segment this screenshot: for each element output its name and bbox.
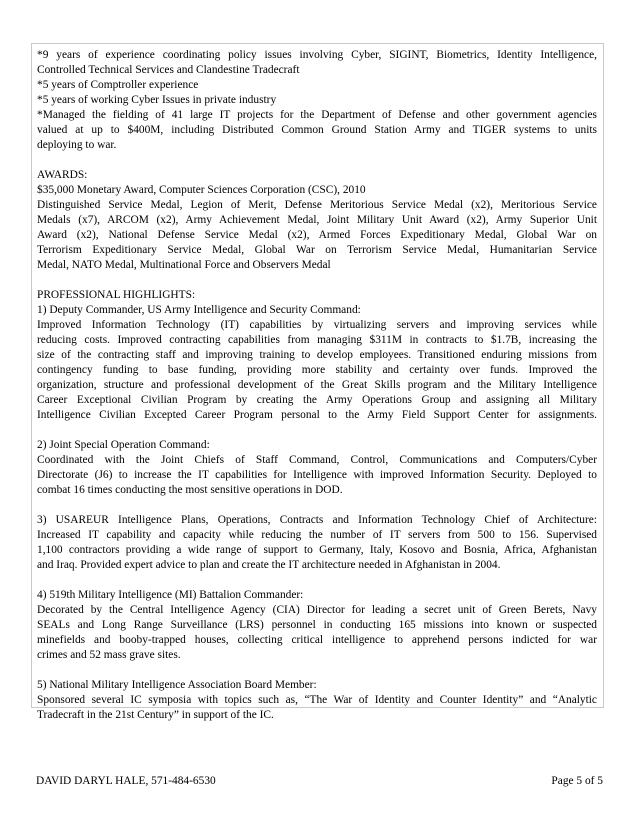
- text-line: Decorated by the Central Intelligence Agency (CIA) Director for leading a secret unit of Green Berets, Navy: [37, 604, 597, 616]
- text-line: *5 years of working Cyber Issues in private industry: [37, 94, 277, 106]
- paragraph-spacer: [37, 153, 597, 168]
- text-line: combat 16 times conducting the most sensitive operations in DOD.: [37, 484, 343, 496]
- text-line: 4) 519th Military Intelligence (MI) Battalion Commander:: [37, 589, 304, 601]
- text-line: and Iraq. Provided expert advice to plan and create the IT architecture needed in Afghanistan in 2004.: [37, 559, 501, 571]
- resume-content-box: [31, 43, 604, 721]
- text-line: 1,100 contractors providing a wide range of support to Germany, Italy, Kosovo and Bosnia, Africa, Afghanistan: [37, 544, 597, 556]
- text-line: Intelligence Civilian Excepted Career Program personal to the Army Field Support Center for assignments.: [37, 409, 597, 421]
- text-line: *5 years of Comptroller experience: [37, 79, 199, 91]
- paragraph-block: [37, 48, 597, 153]
- text-line: Sponsored several IC symposia with topics such as, “The War of Identity and Counter Identity” and “Analytic: [37, 694, 597, 706]
- text-line: Improved Information Technology (IT) capabilities by virtualizing servers and improving services while: [37, 319, 597, 331]
- paragraph-spacer: [37, 573, 597, 588]
- text-line: organization, structure and professional development of the Great Skills program and the Military Intelligence: [37, 379, 597, 391]
- text-line: Tradecraft in the 21st Century” in support of the IC.: [37, 709, 274, 721]
- paragraph-block: [37, 438, 597, 498]
- paragraph-block: [37, 513, 597, 573]
- paragraph-block: [37, 288, 597, 423]
- text-line: reducing costs. Improved contracting capabilities from managing $311M in contracts to $1.7B, increasing the: [37, 334, 597, 346]
- text-line: AWARDS:: [37, 169, 88, 181]
- text-line: Increased IT capability and capacity while reducing the number of IT servers from 500 to 156. Supervised: [37, 529, 597, 541]
- paragraph-spacer: [37, 663, 597, 678]
- text-line: *9 years of experience coordinating policy issues involving Cyber, SIGINT, Biometrics, Identity Intelligence,: [37, 49, 597, 61]
- text-line: Coordinated with the Joint Chiefs of Staff Command, Control, Communications and Computers/Cyber: [37, 454, 597, 466]
- text-line: minefields and booby-trapped houses, collecting critical intelligence to apprehend persons indicted for war: [37, 634, 597, 646]
- text-line: 3) USAREUR Intelligence Plans, Operations, Contracts and Information Technology Chief of Architecture:: [37, 514, 597, 526]
- paragraph-spacer: [37, 498, 597, 513]
- text-line: size of the contracting staff and improving training to develop employees. Transitioned enduring missions from: [37, 349, 597, 361]
- text-line: $35,000 Monetary Award, Computer Sciences Corporation (CSC), 2010: [37, 184, 366, 196]
- paragraph-block: [37, 678, 597, 723]
- text-line: 2) Joint Special Operation Command:: [37, 439, 210, 451]
- text-line: SEALs and Long Range Surveillance (LRS) personnel in conducting 165 missions into known or suspected: [37, 619, 597, 631]
- text-line: Medals (x7), ARCOM (x2), Army Achievement Medal, Joint Military Unit Award (x2), Army Superior Unit: [37, 214, 597, 226]
- text-line: Medal, NATO Medal, Multinational Force and Observers Medal: [37, 259, 331, 271]
- text-line: valued at up to $400M, including Distributed Common Ground Station Army and TIGER systems to units: [37, 124, 597, 136]
- paragraph-spacer: [37, 273, 597, 288]
- text-line: PROFESSIONAL HIGHLIGHTS:: [37, 289, 196, 301]
- text-line: contingency funding to base funding, providing more stability and certainty over funds. Improved the: [37, 364, 597, 376]
- text-line: 5) National Military Intelligence Association Board Member:: [37, 679, 317, 691]
- text-line: 1) Deputy Commander, US Army Intelligence and Security Command:: [37, 304, 361, 316]
- text-line: Award (x2), National Defense Service Medal (x2), Armed Forces Expeditionary Medal, Global War on: [37, 229, 597, 241]
- text-line: Directorate (J6) to increase the IT capabilities for Intelligence with improved Information Security. Deployed to: [37, 469, 597, 481]
- footer-name-phone: DAVID DARYL HALE, 571-484-6530: [36, 775, 216, 787]
- text-line: crimes and 52 mass grave sites.: [37, 649, 181, 661]
- paragraph-block: [37, 588, 597, 663]
- text-line: Distinguished Service Medal, Legion of Merit, Defense Meritorious Service Medal (x2), Meritorious Service: [37, 199, 597, 211]
- text-line: Controlled Technical Services and Clandestine Tradecraft: [37, 64, 300, 76]
- text-line: deploying to war.: [37, 139, 117, 151]
- footer-page-number: Page 5 of 5: [551, 775, 603, 787]
- text-line: Terrorism Expeditionary Service Medal, Global War on Terrorism Service Medal, Humanitarian Service: [37, 244, 597, 256]
- paragraph-block: [37, 168, 597, 273]
- text-line: Career Exceptional Civilian Program by creating the Army Operations Group and assigning all Military: [37, 394, 597, 406]
- text-line: *Managed the fielding of 41 large IT projects for the Department of Defense and other government agencies: [37, 109, 597, 121]
- paragraph-spacer: [37, 423, 597, 438]
